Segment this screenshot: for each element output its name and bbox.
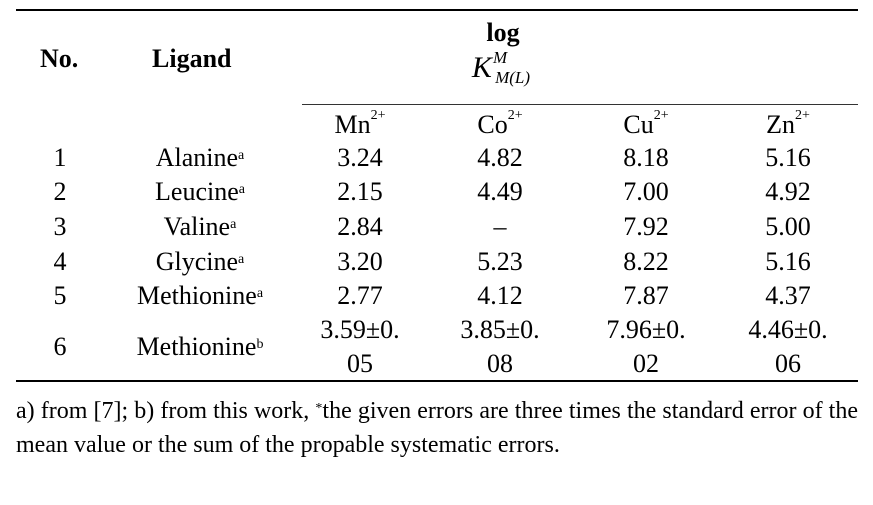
row-2-cu: 7.00 [623,177,669,206]
row-3-cu: 7.92 [623,212,669,241]
row-1-cu: 8.18 [623,143,669,172]
row-2-zn: 4.92 [765,177,811,206]
k-symbol: K [471,51,492,84]
row-6-ligand: Methionine$^b$ [136,332,264,361]
row-5-zn: 4.37 [765,281,811,310]
row-1-zn: 5.16 [765,143,811,172]
row-3-mn: 2.84 [337,212,383,241]
table-footnote: a) from [7]; b) from this work, *the given errors are three times the standard error of the mean value or the sum of the propable systematic errors. [16,398,858,458]
row-5-co: 4.12 [477,281,523,310]
k-subscript: M(L) [495,68,531,87]
ion-header-mn: $Mn^{2+}$ [334,108,386,139]
row-3-zn: 5.00 [765,212,811,241]
table-bottom-rule [16,380,858,382]
row-5-ligand: Methionine$^a$ [136,281,264,310]
row-4-zn: 5.16 [765,247,811,276]
row-5-mn: 2.77 [337,281,383,310]
table-top-rule [16,9,858,11]
header-log-label: log [486,18,520,47]
header-no: No. [40,44,79,73]
row-4-cu: 8.22 [623,247,669,276]
header-ligand: Ligand [152,44,232,73]
k-superscript: M [492,48,508,67]
row-1-mn: 3.24 [337,143,383,172]
ion-header-co: $Co^{2+}$ [477,108,523,139]
row-6-mn: 3.59±0. 05 [320,315,400,378]
row-4-no: 4 [53,247,67,276]
row-3-no: 3 [53,212,67,241]
row-2-mn: 2.15 [337,177,383,206]
ion-header-cu: $Cu^{2+}$ [623,108,669,139]
row-2-co: 4.49 [477,177,523,206]
row-1-co: 4.82 [477,143,523,172]
row-1-ligand: Alanine$^a$ [155,143,245,172]
row-6-zn: 4.46±0. 06 [748,315,828,378]
row-3-ligand: Valine$^a$ [163,212,237,241]
row-2-ligand: Leucine$^a$ [155,177,245,206]
ion-header-zn: $Zn^{2+}$ [766,108,810,139]
row-1-no: 1 [53,143,67,172]
row-3-co: – [493,212,507,241]
header-log-k [440,18,580,92]
row-6-no: 6 [53,332,67,361]
row-4-ligand: Glycine$^a$ [155,247,245,276]
row-2-no: 2 [53,177,67,206]
row-4-mn: 3.20 [337,247,383,276]
row-6-co: 3.85±0. 08 [460,315,540,378]
row-5-no: 5 [53,281,67,310]
header-underline-rule [302,104,858,105]
row-5-cu: 7.87 [623,281,669,310]
row-4-co: 5.23 [477,247,523,276]
header-k-expression [422,48,580,92]
row-6-cu: 7.96±0. 02 [606,315,686,378]
